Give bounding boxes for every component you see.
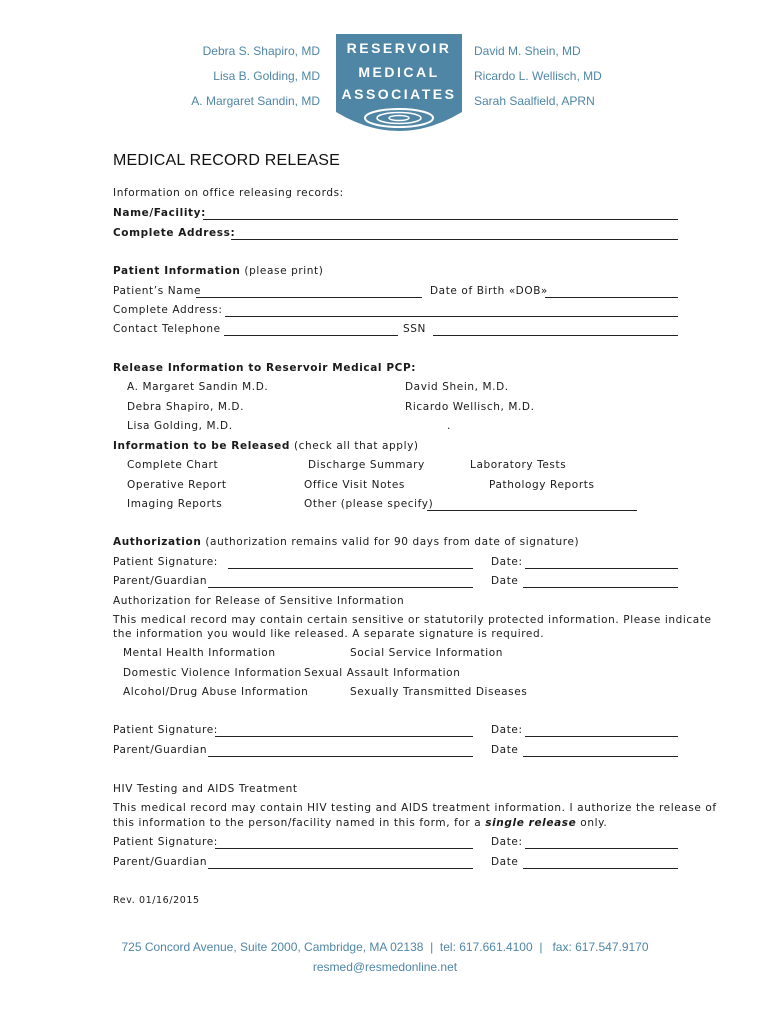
option-alcohol-drug[interactable]: Alcohol/Drug Abuse Information xyxy=(123,686,309,698)
hiv-text-1: This medical record may contain HIV testing and AIDS treatment information. I authorize the release of xyxy=(113,802,717,814)
phone-field[interactable] xyxy=(224,335,398,336)
office-address-row xyxy=(113,227,678,239)
sensitive-guardian-field[interactable] xyxy=(208,756,473,757)
option-office-visit-notes[interactable]: Office Visit Notes xyxy=(304,479,405,491)
patient-address-row xyxy=(113,304,678,316)
hiv-heading: HIV Testing and AIDS Treatment xyxy=(113,783,298,795)
auth-date-label: Date: xyxy=(491,556,523,568)
option-imaging-reports[interactable]: Imaging Reports xyxy=(127,498,223,510)
info-release-heading: Information to be Released xyxy=(113,440,291,452)
option-std[interactable]: Sexually Transmitted Diseases xyxy=(350,686,528,698)
hiv-guardian-field[interactable] xyxy=(208,868,473,869)
sensitive-guardian-label: Parent/Guardian xyxy=(113,744,208,756)
pcp-option-wellisch[interactable]: Ricardo Wellisch, M.D. xyxy=(405,401,535,413)
logo-text-line-1: RESERVOIR xyxy=(346,40,452,56)
sensitive-patient-sig-label: Patient Signature: xyxy=(113,724,218,736)
auth-guardian-row xyxy=(113,575,678,587)
sensitive-date-field[interactable] xyxy=(525,736,678,737)
logo-text-line-2: MEDICAL xyxy=(358,64,440,80)
option-other-row xyxy=(304,498,637,510)
patient-name-field[interactable] xyxy=(196,297,422,298)
ssn-field[interactable] xyxy=(433,335,678,336)
patient-heading-row xyxy=(113,265,323,277)
option-complete-chart[interactable]: Complete Chart xyxy=(127,459,219,471)
patient-phone-row xyxy=(113,323,678,335)
authorization-heading-row xyxy=(113,536,579,548)
revision-date: Rev. 01/16/2015 xyxy=(113,895,200,906)
hiv-guardian-date-field[interactable] xyxy=(523,868,678,869)
patient-address-label: Complete Address: xyxy=(113,304,223,316)
footer-email[interactable]: resmed@resmedonline.net xyxy=(312,960,458,974)
release-to-heading xyxy=(113,362,416,374)
hiv-patient-sig-field[interactable] xyxy=(215,848,473,849)
doctor-left-2: Lisa B. Golding, MD xyxy=(213,69,320,83)
hiv-guardian-row xyxy=(113,856,678,868)
patient-address-field[interactable] xyxy=(225,316,678,317)
office-address-label: Complete Address: xyxy=(113,227,236,239)
dob-field[interactable] xyxy=(545,297,678,298)
sensitive-patient-sig-row xyxy=(113,724,678,736)
patient-heading-note: (please print) xyxy=(244,265,324,277)
hiv-guardian-label: Parent/Guardian xyxy=(113,856,208,868)
sensitive-heading: Authorization for Release of Sensitive Information xyxy=(113,595,405,607)
office-name-field[interactable] xyxy=(203,219,678,220)
option-other[interactable]: Other (please specify) xyxy=(304,498,434,510)
pcp-option-golding[interactable]: Lisa Golding, M.D. xyxy=(127,420,233,432)
auth-patient-sig-label: Patient Signature: xyxy=(113,556,218,568)
patient-name-row xyxy=(113,285,678,297)
option-laboratory-tests[interactable]: Laboratory Tests xyxy=(470,459,567,471)
doctor-right-2: Ricardo L. Wellisch, MD xyxy=(474,69,602,83)
hiv-patient-sig-label: Patient Signature: xyxy=(113,836,218,848)
pcp-option-shapiro[interactable]: Debra Shapiro, M.D. xyxy=(127,401,245,413)
office-address-field[interactable] xyxy=(231,239,678,240)
auth-patient-sig-row xyxy=(113,556,678,568)
sensitive-patient-sig-field[interactable] xyxy=(215,736,473,737)
doctor-left-3: A. Margaret Sandin, MD xyxy=(191,94,320,108)
release-to-heading-text: Release Information to Reservoir Medical PCP: xyxy=(113,362,417,374)
option-discharge-summary[interactable]: Discharge Summary xyxy=(308,459,425,471)
footer-address: 725 Concord Avenue, Suite 2000, Cambridge, MA 02138 | tel: 617.661.4100 | fax: 617.547.9170 xyxy=(121,940,649,954)
ssn-label: SSN xyxy=(403,323,426,335)
hiv-text-2-emphasis: single release xyxy=(485,817,577,829)
office-name-label: Name/Facility: xyxy=(113,207,206,219)
hiv-text-2-row xyxy=(113,817,607,829)
info-release-heading-row xyxy=(113,440,419,452)
option-mental-health[interactable]: Mental Health Information xyxy=(123,647,276,659)
doctor-left-1: Debra S. Shapiro, MD xyxy=(202,44,320,58)
option-sexual-assault[interactable]: Sexual Assault Information xyxy=(304,667,461,679)
sensitive-guardian-date-field[interactable] xyxy=(523,756,678,757)
pcp-option-shein[interactable]: David Shein, M.D. xyxy=(405,381,509,393)
office-name-row xyxy=(113,207,678,219)
auth-guardian-label: Parent/Guardian xyxy=(113,575,208,587)
auth-guardian-date-field[interactable] xyxy=(523,587,678,588)
doctor-right-3: Sarah Saalfield, APRN xyxy=(474,94,595,108)
dob-label: Date of Birth «DOB» xyxy=(430,285,548,297)
doctor-right-1: David M. Shein, MD xyxy=(474,44,581,58)
sensitive-date-label: Date: xyxy=(491,724,523,736)
other-specify-field[interactable] xyxy=(427,510,637,511)
sensitive-text-1: This medical record may contain certain sensitive or statutorily protected information. Please indicate xyxy=(113,614,712,626)
info-release-heading-note: (check all that apply) xyxy=(293,440,419,452)
option-pathology-reports[interactable]: Pathology Reports xyxy=(489,479,595,491)
pcp-option-sandin[interactable]: A. Margaret Sandin M.D. xyxy=(127,381,269,393)
auth-guardian-date-label: Date xyxy=(491,575,519,587)
sensitive-guardian-row xyxy=(113,744,678,756)
office-intro: Information on office releasing records: xyxy=(113,187,344,199)
option-operative-report[interactable]: Operative Report xyxy=(127,479,227,491)
hiv-date-label: Date: xyxy=(491,836,523,848)
sensitive-guardian-date-label: Date xyxy=(491,744,519,756)
option-social-service[interactable]: Social Service Information xyxy=(350,647,503,659)
hiv-text-2-post: only. xyxy=(580,817,608,829)
page-title: MEDICAL RECORD RELEASE xyxy=(113,152,340,169)
auth-patient-sig-field[interactable] xyxy=(228,568,473,569)
hiv-guardian-date-label: Date xyxy=(491,856,519,868)
hiv-text-2-pre: this information to the person/facility named in this form, for a xyxy=(113,817,482,829)
logo-text-line-3: ASSOCIATES xyxy=(341,86,457,102)
hiv-patient-sig-row xyxy=(113,836,678,848)
sensitive-text-2: the information you would like released. A separate signature is required. xyxy=(113,628,545,640)
phone-label: Contact Telephone xyxy=(113,323,221,335)
hiv-date-field[interactable] xyxy=(525,848,678,849)
auth-guardian-field[interactable] xyxy=(208,587,473,588)
authorization-heading: Authorization xyxy=(113,536,202,548)
patient-heading: Patient Information xyxy=(113,265,241,277)
option-domestic-violence[interactable]: Domestic Violence Information xyxy=(123,667,302,679)
pcp-option-blank: . xyxy=(447,420,451,432)
authorization-note: (authorization remains valid for 90 days from date of signature) xyxy=(205,536,580,548)
auth-date-field[interactable] xyxy=(525,568,678,569)
patient-name-label: Patient’s Name xyxy=(113,285,202,297)
